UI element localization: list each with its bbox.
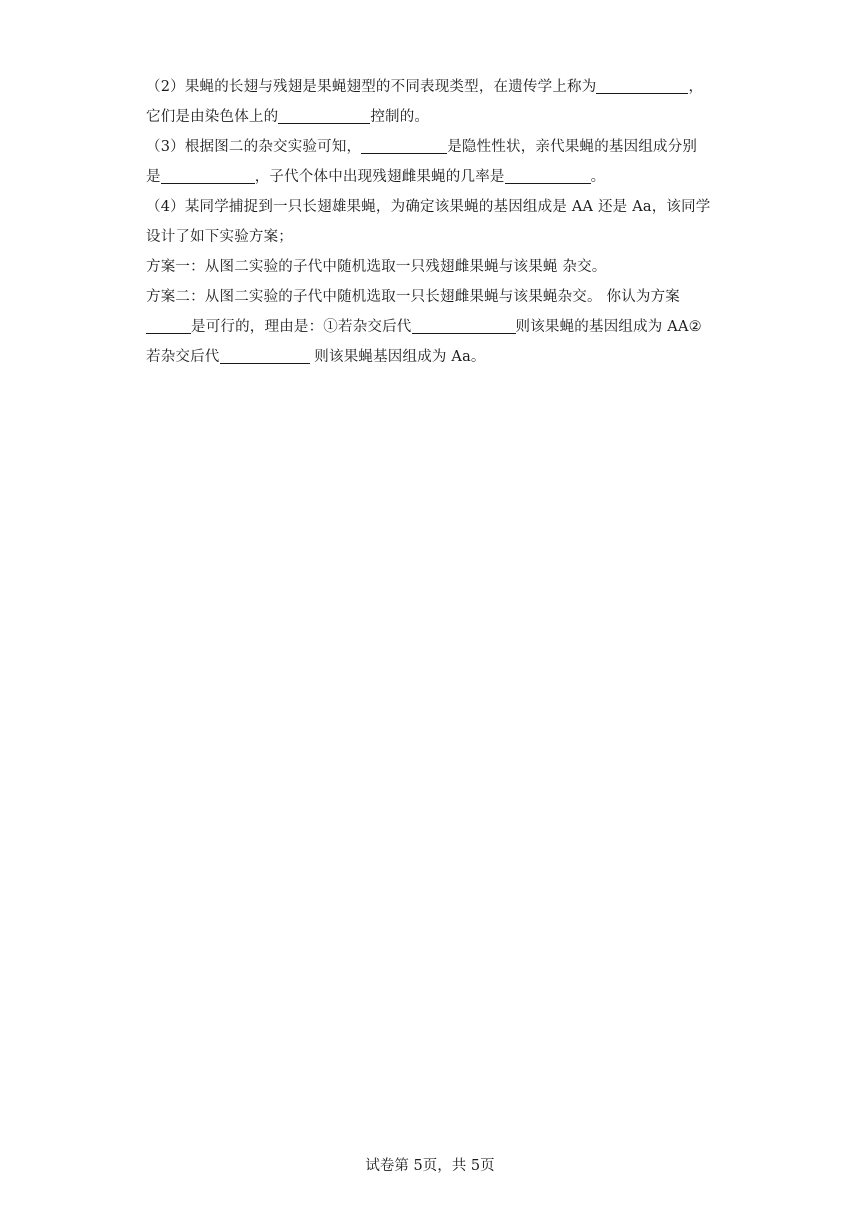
q4-text-2: 设计了如下实验方案； <box>146 229 293 245</box>
answer-blank-controller[interactable] <box>278 105 370 124</box>
answer-blank-recessive[interactable] <box>361 135 447 154</box>
q4-line-5 <box>146 312 718 342</box>
q3-text-2c: 。 <box>590 169 606 185</box>
q3-text-2a: 是 <box>146 169 161 185</box>
answer-blank-term[interactable] <box>596 75 688 94</box>
q4-text-6b: 则该果蝇基因组成为 Aa。 <box>309 349 486 365</box>
answer-blank-result-aa-hetero[interactable] <box>220 345 310 364</box>
q4-plan-2 <box>146 282 718 312</box>
q4-line-2 <box>146 222 718 252</box>
q2-line-1 <box>146 72 718 102</box>
answer-blank-plan[interactable] <box>146 315 191 334</box>
q3-line-1 <box>146 132 718 162</box>
q4-plan-2-text: 方案二：从图二实验的子代中随机选取一只长翅雌果蝇与该果蝇杂交。 你认为方案 <box>146 289 681 305</box>
q2-text-1a: （2）果蝇的长翅与残翅是果蝇翅型的不同表现类型，在遗传学上称为 <box>146 79 597 95</box>
answer-blank-result-aa[interactable] <box>412 315 516 334</box>
q2-text-2a: 它们是由染色体上的 <box>146 109 279 125</box>
q4-plan-1 <box>146 252 718 282</box>
q4-line-1 <box>146 192 718 222</box>
q4-text-5a: 是可行的，理由是：①若杂交后代 <box>191 319 412 335</box>
q3-text-1b: 是隐性性状，亲代果蝇的基因组成分别 <box>447 139 698 155</box>
answer-blank-parent-genotypes[interactable] <box>161 165 255 184</box>
q2-text-1b: ， <box>688 79 704 95</box>
page-footer <box>0 1156 860 1176</box>
q2-line-2 <box>146 102 718 132</box>
q3-text-2b: ，子代个体中出现残翅雌果蝇的几率是 <box>254 169 505 185</box>
page-number-label: 试卷第 5页，共 5页 <box>365 1158 495 1174</box>
q4-line-6 <box>146 342 718 372</box>
q3-line-2 <box>146 162 718 192</box>
q4-text-1: （4）某同学捕捉到一只长翅雄果蝇，为确定该果蝇的基因组成是 AA 还是 Aa，该同学 <box>146 199 711 215</box>
question-content <box>146 72 718 372</box>
answer-blank-probability[interactable] <box>505 165 591 184</box>
q3-text-1a: （3）根据图二的杂交实验可知， <box>146 139 362 155</box>
q4-text-5b: 则该果蝇的基因组成为 AA② <box>515 319 702 335</box>
q2-text-2b: 控制的。 <box>370 109 430 125</box>
q4-text-6a: 若杂交后代 <box>146 349 220 365</box>
q4-plan-1-text: 方案一：从图二实验的子代中随机选取一只残翅雌果蝇与该果蝇 杂交。 <box>146 259 607 275</box>
